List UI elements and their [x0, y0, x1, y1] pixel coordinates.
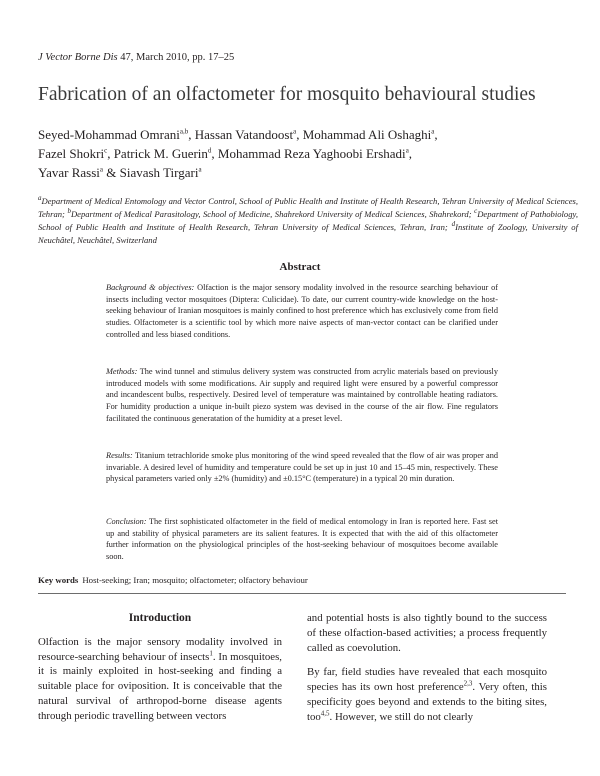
paper-title: Fabrication of an olfactometer for mosquito behavioural studies — [38, 84, 536, 105]
column-right — [307, 611, 547, 735]
body-text: Olfaction is the major sensory modality involved in resource-searching behaviour of insects — [38, 635, 282, 663]
author-sup: a — [99, 165, 103, 174]
abstract-text: Olfaction is the major sensory modality involved in the resource searching behaviour of insects including vector mosquitoes (Diptera: Culicidae). To date, our current country-wide knowledge on the host-seeking behaviour of Iranian mosquitoes is mainly confined to host preference which has exclusively come from field studies. Olfactometer is a scientific tool by which more naive aspects of man-vector contact can be clarified under controlled and less biased conditions. — [106, 283, 499, 339]
author-sup: a — [293, 127, 297, 136]
body-paragraph: and potential hosts is also tightly bound to the success of these olfaction-based activities; a process frequently called as coevolution. — [307, 612, 547, 654]
body-text: . However, we still do not clearly — [329, 710, 474, 723]
author-sup: a — [431, 127, 435, 136]
affil-sup: c — [474, 207, 478, 216]
introduction-heading: Introduction — [128, 612, 192, 624]
author-name: , Mohammad Ali Oshaghi — [296, 127, 432, 142]
citation-sup: 4,5 — [320, 709, 330, 718]
column-left — [38, 611, 282, 734]
affil-sup: d — [451, 220, 456, 229]
author-sep: , — [408, 146, 413, 161]
abstract-heading: Abstract — [279, 261, 321, 273]
author-sup: a — [405, 146, 409, 155]
abstract-label: Conclusion: — [106, 517, 147, 526]
author-name: Yavar Rassi — [38, 165, 100, 180]
affil-text: Department of Medical Entomology and Vector Control, School of Public Health and Institute of Health Research, Tehran University of Medical Sciences, Tehran; — [38, 196, 578, 219]
affil-text: Department of Pathobiology, School of Public Health and Institute of Health Research, Tehran University of Medical Sciences, Tehran, Iran; — [38, 209, 578, 232]
abstract-text: The wind tunnel and stimulus delivery system was constructed from acrylic materials based on previously introduced models with some modifications. Air supply and required light were ensured by a powerful compressor and incandescent bulbs, respectively. Desired level of temperature was maintained by controllable heating radiators. For humidity production a unique in-built piezo system was devised in the course of the air flow. Fine regulators facilitated the continuous generatation of the humidity at a preset level. — [106, 367, 498, 423]
author-sup: a — [198, 165, 202, 174]
body-paragraph — [38, 635, 282, 724]
keywords-label: Key words — [38, 575, 79, 585]
journal-issue: 47, March 2010, pp. 17–25 — [117, 52, 235, 63]
section-divider — [38, 593, 566, 594]
affil-text: Department of Medical Parasitology, School of Medicine, Shahrekord University of Medical Sciences, Shahrekord; — [70, 209, 475, 219]
author-sup: d — [207, 146, 212, 155]
journal-citation — [38, 52, 234, 63]
keywords — [38, 575, 308, 585]
citation-sup: 2,3 — [463, 679, 473, 688]
abstract-results — [106, 450, 498, 485]
body-text: By far, field studies have revealed that each mosquito species has its own host preference — [307, 666, 547, 694]
author-name: , Mohammad Reza Yaghoobi Ershadi — [211, 146, 406, 161]
author-name: , Hassan Vatandoost — [188, 127, 294, 142]
affil-sup: b — [67, 207, 71, 216]
body-text: . In mosquitoes, it is mainly exploited in host-seeking and finding a suitable place for oviposition. It is conceivable that the natural survival of arthropod-borne disease agents through periodic travelling between vectors — [38, 650, 282, 722]
abstract-label: Results: — [106, 451, 133, 460]
author-sup: a,b — [179, 127, 189, 136]
author-name: , Patrick M. Guerin — [107, 146, 208, 161]
citation-sup: 1 — [209, 649, 213, 657]
body-paragraph — [307, 665, 547, 724]
abstract-conclusion — [106, 516, 498, 563]
author-name: & Siavash Tirgari — [103, 165, 199, 180]
journal-name: J Vector Borne Dis — [38, 52, 118, 63]
keywords-text: Host-seeking; Iran; mosquito; olfactometer; olfactory behaviour — [82, 575, 308, 585]
abstract-label: Background & objectives: — [106, 283, 195, 292]
abstract-label: Methods: — [106, 367, 138, 376]
author-list — [38, 125, 578, 182]
abstract-text: The first sophisticated olfactometer in the field of medical entomology in Iran is reported here. Fast set up and stability of physical parameters are its salient features. It is expected that with the aid of this olfactometer further information on the physiological principles of the host-seeking behaviour of mosquitoes become available soon. — [106, 517, 498, 562]
abstract-text: Titanium tetrachloride smoke plus monitoring of the wind speed revealed that the flow of air was proper and invariable. A desired level of humidity and temperature could be set up in just 10 and 15–45 min, respectively. These physical parameters varied only ±2% (humidity) and ±0.15°C (temperature) in a typical 20 min duration. — [106, 451, 498, 484]
body-text: . Very often, this specificity goes beyond and extends to the biting sites, too — [307, 681, 547, 723]
author-sep: , — [434, 127, 438, 142]
author-name: Seyed-Mohammad Omrani — [38, 127, 180, 142]
abstract-methods — [106, 366, 498, 425]
affiliations — [38, 195, 578, 247]
abstract-background — [106, 282, 498, 341]
author-name: Fazel Shokri — [38, 146, 105, 161]
affil-text: Institute of Zoology, University of Neuchâtel, Neuchâtel, Switzerland — [38, 222, 578, 245]
affil-sup: a — [38, 194, 42, 203]
author-sup: c — [104, 146, 108, 155]
